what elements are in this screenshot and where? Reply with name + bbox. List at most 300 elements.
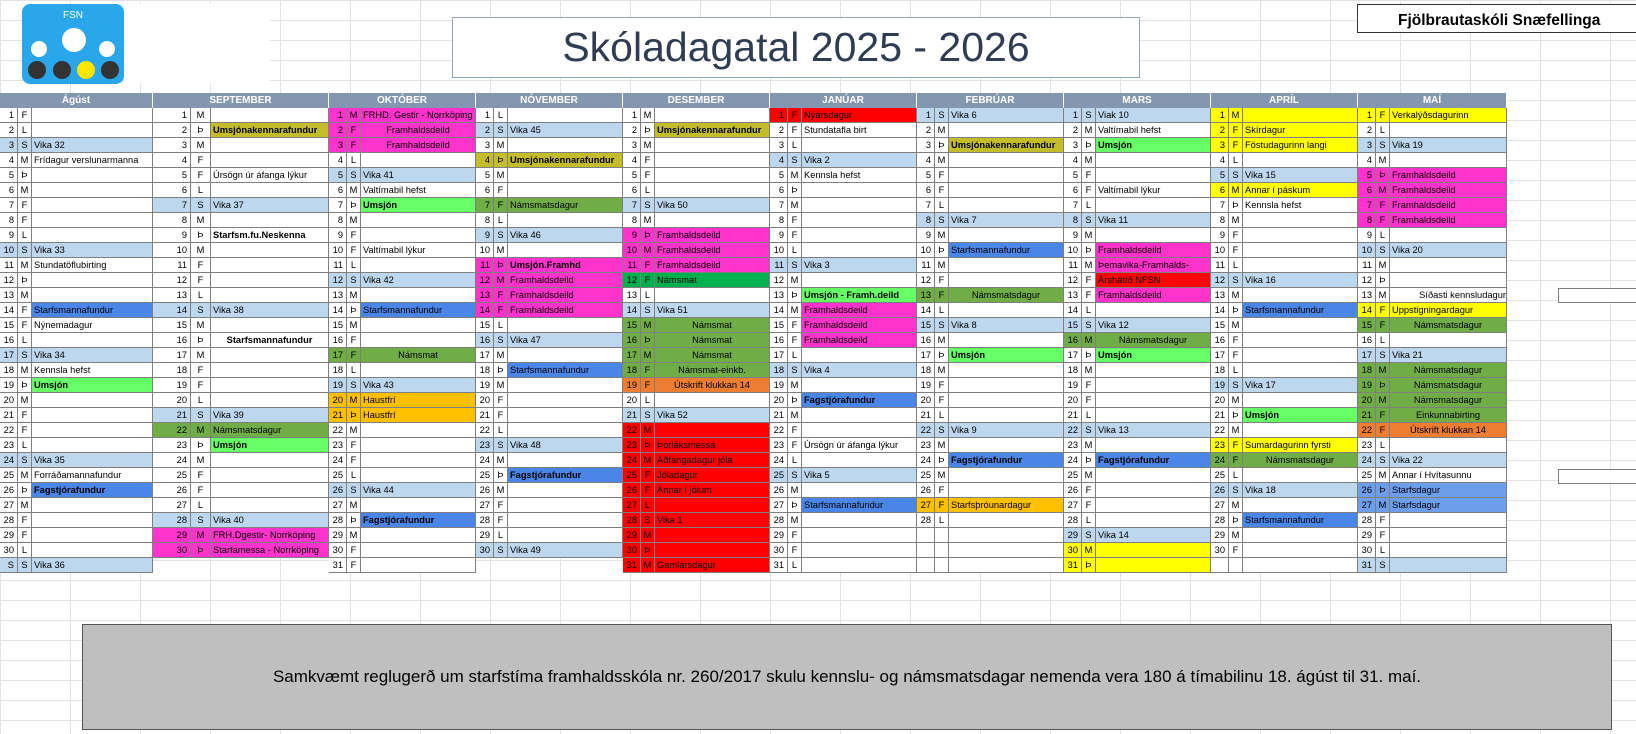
day-event[interactable]: Fagstjórafundur [1096, 453, 1211, 468]
day-number[interactable]: 25 [1211, 468, 1229, 483]
day-event[interactable] [949, 183, 1064, 198]
day-number[interactable]: 11 [0, 258, 18, 273]
day-number[interactable]: 7 [329, 198, 347, 213]
day-number[interactable]: 18 [917, 363, 935, 378]
day-event[interactable]: Vika 34 [32, 348, 153, 363]
day-number[interactable]: 10 [1358, 243, 1376, 258]
day-number[interactable]: 19 [153, 378, 191, 393]
weekday-letter[interactable]: F [1082, 483, 1096, 498]
day-event[interactable]: Starfsmannafundur [211, 333, 329, 348]
day-event[interactable] [802, 513, 917, 528]
weekday-letter[interactable]: S [494, 123, 508, 138]
day-event[interactable]: Starfsmannafundur [1243, 513, 1358, 528]
day-event[interactable]: Vika 21 [1390, 348, 1507, 363]
weekday-letter[interactable] [935, 528, 949, 543]
day-event[interactable]: Framhaldsdeild [1096, 243, 1211, 258]
day-event[interactable] [949, 468, 1064, 483]
day-number[interactable]: 18 [1358, 363, 1376, 378]
day-number[interactable]: 16 [1064, 333, 1082, 348]
day-number[interactable]: 29 [0, 528, 18, 543]
weekday-letter[interactable]: L [1376, 543, 1390, 558]
day-event[interactable]: Námsmatsdagur [1390, 318, 1507, 333]
day-number[interactable]: 9 [0, 228, 18, 243]
weekday-letter[interactable]: L [191, 288, 211, 303]
day-number[interactable]: 26 [1064, 483, 1082, 498]
day-event[interactable] [1096, 153, 1211, 168]
weekday-letter[interactable]: F [935, 498, 949, 513]
weekday-letter[interactable]: Þ [935, 243, 949, 258]
weekday-letter[interactable]: Þ [347, 303, 361, 318]
day-number[interactable]: 5 [1211, 168, 1229, 183]
day-number[interactable]: 10 [1064, 243, 1082, 258]
weekday-letter[interactable]: S [1229, 483, 1243, 498]
day-number[interactable]: 11 [329, 258, 347, 273]
day-event[interactable] [1243, 108, 1358, 123]
day-number[interactable]: 25 [623, 468, 641, 483]
day-number[interactable]: 9 [917, 228, 935, 243]
weekday-letter[interactable]: Þ [191, 228, 211, 243]
day-event[interactable]: Starfsm.fu.Neskenna [211, 228, 329, 243]
day-number[interactable]: 18 [0, 363, 18, 378]
day-event[interactable] [211, 498, 329, 513]
weekday-letter[interactable]: M [935, 258, 949, 273]
day-event[interactable]: Umsjónakennarafundur [655, 123, 770, 138]
day-number[interactable]: 4 [917, 153, 935, 168]
weekday-letter[interactable]: M [347, 498, 361, 513]
weekday-letter[interactable]: Þ [1376, 378, 1390, 393]
weekday-letter[interactable]: S [1229, 273, 1243, 288]
day-event[interactable]: Framhaldsdeild [508, 273, 623, 288]
day-number[interactable]: 14 [476, 303, 494, 318]
day-event[interactable] [508, 393, 623, 408]
weekday-letter[interactable]: M [191, 318, 211, 333]
day-event[interactable] [361, 288, 476, 303]
day-event[interactable] [1390, 123, 1507, 138]
day-event[interactable] [949, 543, 1064, 558]
weekday-letter[interactable]: Þ [191, 123, 211, 138]
day-event[interactable] [655, 108, 770, 123]
day-number[interactable]: 7 [770, 198, 788, 213]
day-number[interactable]: 10 [770, 243, 788, 258]
day-number[interactable]: 12 [917, 273, 935, 288]
weekday-letter[interactable]: Þ [641, 228, 655, 243]
day-event[interactable] [1243, 228, 1358, 243]
day-event[interactable]: Annar í jólum [655, 483, 770, 498]
day-event[interactable] [32, 528, 153, 543]
weekday-letter[interactable]: F [18, 513, 32, 528]
day-event[interactable]: Vika 50 [655, 198, 770, 213]
day-event[interactable] [211, 453, 329, 468]
weekday-letter[interactable]: S [494, 543, 508, 558]
day-number[interactable]: 20 [1064, 393, 1082, 408]
day-event[interactable] [1390, 153, 1507, 168]
weekday-letter[interactable]: M [935, 363, 949, 378]
weekday-letter[interactable]: M [1229, 108, 1243, 123]
day-number[interactable]: 16 [476, 333, 494, 348]
day-event[interactable]: Haustfrí [361, 393, 476, 408]
day-number[interactable]: 4 [770, 153, 788, 168]
day-number[interactable]: 18 [329, 363, 347, 378]
weekday-letter[interactable]: M [18, 258, 32, 273]
weekday-letter[interactable]: M [1229, 288, 1243, 303]
day-event[interactable] [508, 348, 623, 363]
weekday-letter[interactable]: F [18, 318, 32, 333]
weekday-letter[interactable]: M [1082, 258, 1096, 273]
weekday-letter[interactable]: L [347, 363, 361, 378]
day-event[interactable] [1096, 498, 1211, 513]
weekday-letter[interactable]: L [641, 288, 655, 303]
weekday-letter[interactable]: F [191, 483, 211, 498]
day-event[interactable] [1243, 213, 1358, 228]
day-event[interactable] [32, 498, 153, 513]
day-number[interactable]: 14 [1358, 303, 1376, 318]
day-number[interactable]: 28 [917, 513, 935, 528]
weekday-letter[interactable]: F [494, 183, 508, 198]
day-event[interactable]: Fagstjórafundur [32, 483, 153, 498]
weekday-letter[interactable]: M [1229, 183, 1243, 198]
weekday-letter[interactable]: F [935, 288, 949, 303]
day-number[interactable]: 11 [476, 258, 494, 273]
weekday-letter[interactable]: M [788, 378, 802, 393]
day-number[interactable]: 18 [1064, 363, 1082, 378]
day-number[interactable]: 13 [1358, 288, 1376, 303]
weekday-letter[interactable]: L [494, 528, 508, 543]
weekday-letter[interactable]: S [1376, 243, 1390, 258]
weekday-letter[interactable]: M [191, 348, 211, 363]
day-number[interactable]: 23 [770, 438, 788, 453]
day-event[interactable] [802, 483, 917, 498]
weekday-letter[interactable]: L [347, 258, 361, 273]
day-event[interactable] [1096, 438, 1211, 453]
day-event[interactable]: Starfsmannafundur [949, 243, 1064, 258]
day-event[interactable] [1096, 168, 1211, 183]
weekday-letter[interactable]: F [788, 333, 802, 348]
day-event[interactable]: Fagstjórafundur [949, 453, 1064, 468]
day-event[interactable]: Starfsmannafundur [802, 498, 917, 513]
day-number[interactable]: 11 [770, 258, 788, 273]
weekday-letter[interactable]: F [18, 528, 32, 543]
weekday-letter[interactable]: S [1082, 528, 1096, 543]
day-number[interactable]: 2 [153, 123, 191, 138]
day-number[interactable]: 6 [1211, 183, 1229, 198]
weekday-letter[interactable]: S [191, 198, 211, 213]
day-number[interactable]: 28 [1064, 513, 1082, 528]
day-event[interactable] [508, 453, 623, 468]
weekday-letter[interactable]: M [18, 363, 32, 378]
day-number[interactable]: 1 [623, 108, 641, 123]
day-number[interactable]: 20 [917, 393, 935, 408]
day-event[interactable]: Kennsla hefst [802, 168, 917, 183]
day-number[interactable]: 31 [623, 558, 641, 573]
day-number[interactable]: 29 [476, 528, 494, 543]
weekday-letter[interactable]: M [191, 213, 211, 228]
weekday-letter[interactable]: F [494, 198, 508, 213]
day-event[interactable]: Framhaldsdeild [1390, 183, 1507, 198]
day-event[interactable] [949, 333, 1064, 348]
day-event[interactable]: Starfsmannafundur [361, 303, 476, 318]
day-event[interactable] [655, 168, 770, 183]
day-event[interactable] [949, 153, 1064, 168]
weekday-letter[interactable]: F [191, 468, 211, 483]
weekday-letter[interactable]: M [494, 483, 508, 498]
weekday-letter[interactable]: F [347, 243, 361, 258]
weekday-letter[interactable]: F [18, 198, 32, 213]
day-event[interactable]: Vika 4 [802, 363, 917, 378]
weekday-letter[interactable]: L [347, 153, 361, 168]
day-event[interactable]: Umsjón [1096, 348, 1211, 363]
day-event[interactable]: Valtímabil hefst [1096, 123, 1211, 138]
weekday-letter[interactable]: M [494, 138, 508, 153]
weekday-letter[interactable]: F [347, 228, 361, 243]
weekday-letter[interactable]: Þ [788, 183, 802, 198]
day-number[interactable]: 7 [476, 198, 494, 213]
day-event[interactable] [802, 138, 917, 153]
weekday-letter[interactable]: M [18, 153, 32, 168]
weekday-letter[interactable]: S [935, 108, 949, 123]
weekday-letter[interactable]: S [18, 243, 32, 258]
day-event[interactable]: Framhaldsdeild [1096, 288, 1211, 303]
weekday-letter[interactable]: M [641, 528, 655, 543]
weekday-letter[interactable]: F [494, 498, 508, 513]
day-number[interactable]: 21 [0, 408, 18, 423]
day-event[interactable] [361, 558, 476, 573]
day-number[interactable]: 11 [623, 258, 641, 273]
weekday-letter[interactable]: L [1376, 438, 1390, 453]
weekday-letter[interactable]: M [1229, 528, 1243, 543]
day-number[interactable]: 25 [1358, 468, 1376, 483]
day-event[interactable]: Úrsögn úr áfanga lýkur [802, 438, 917, 453]
day-event[interactable]: Vika 22 [1390, 453, 1507, 468]
weekday-letter[interactable]: L [935, 303, 949, 318]
day-event[interactable]: Umsjón [1096, 138, 1211, 153]
day-number[interactable]: 4 [1211, 153, 1229, 168]
day-event[interactable]: Starfsmannafundur [1243, 303, 1358, 318]
weekday-letter[interactable]: F [191, 378, 211, 393]
day-number[interactable]: 17 [476, 348, 494, 363]
day-event[interactable]: Vika 51 [655, 303, 770, 318]
day-event[interactable]: Vika 6 [949, 108, 1064, 123]
day-number[interactable]: 22 [1211, 423, 1229, 438]
day-event[interactable] [802, 348, 917, 363]
weekday-letter[interactable]: Þ [1376, 273, 1390, 288]
day-event[interactable]: Vika 2 [802, 153, 917, 168]
day-number[interactable]: 9 [623, 228, 641, 243]
day-number[interactable]: 27 [623, 498, 641, 513]
weekday-letter[interactable]: L [935, 198, 949, 213]
weekday-letter[interactable]: M [18, 393, 32, 408]
day-event[interactable]: Starfamessa - Norrköping [211, 543, 329, 558]
day-event[interactable] [508, 528, 623, 543]
day-number[interactable]: 21 [153, 408, 191, 423]
day-event[interactable]: Vika 5 [802, 468, 917, 483]
weekday-letter[interactable]: M [494, 453, 508, 468]
day-number[interactable]: 5 [329, 168, 347, 183]
day-number[interactable] [917, 528, 935, 543]
day-event[interactable]: Vika 46 [508, 228, 623, 243]
day-number[interactable]: 12 [1211, 273, 1229, 288]
day-number[interactable]: 10 [0, 243, 18, 258]
day-number[interactable]: 16 [0, 333, 18, 348]
day-event[interactable]: Vika 45 [508, 123, 623, 138]
day-event[interactable]: FRH.Dgestir- Norrköping [211, 528, 329, 543]
day-event[interactable]: Forráðamannafundur [32, 468, 153, 483]
weekday-letter[interactable]: M [494, 348, 508, 363]
day-number[interactable]: 9 [1064, 228, 1082, 243]
weekday-letter[interactable]: Þ [1376, 483, 1390, 498]
day-event[interactable]: Vika 39 [211, 408, 329, 423]
day-event[interactable] [211, 348, 329, 363]
weekday-letter[interactable]: F [1376, 108, 1390, 123]
day-event[interactable]: Vika 44 [361, 483, 476, 498]
day-number[interactable]: 23 [1211, 438, 1229, 453]
day-event[interactable] [361, 153, 476, 168]
day-number[interactable]: 22 [623, 423, 641, 438]
day-event[interactable]: Gamlársdagur [655, 558, 770, 573]
day-event[interactable] [802, 183, 917, 198]
day-event[interactable]: Umsjón [211, 438, 329, 453]
day-event[interactable] [211, 483, 329, 498]
day-event[interactable] [1243, 468, 1358, 483]
day-event[interactable]: Vika 49 [508, 543, 623, 558]
day-number[interactable]: 8 [153, 213, 191, 228]
day-number[interactable]: 7 [1211, 198, 1229, 213]
day-number[interactable]: 15 [1064, 318, 1082, 333]
day-number[interactable]: 24 [476, 453, 494, 468]
day-number[interactable]: 3 [329, 138, 347, 153]
weekday-letter[interactable]: L [347, 468, 361, 483]
day-event[interactable] [655, 213, 770, 228]
weekday-letter[interactable]: M [788, 408, 802, 423]
day-number[interactable]: 15 [1358, 318, 1376, 333]
day-event[interactable] [1096, 378, 1211, 393]
day-event[interactable] [508, 498, 623, 513]
day-number[interactable]: 18 [153, 363, 191, 378]
weekday-letter[interactable]: M [1229, 498, 1243, 513]
day-event[interactable]: Vika 37 [211, 198, 329, 213]
day-number[interactable]: 13 [476, 288, 494, 303]
day-event[interactable]: Umsjón.Framhd [508, 258, 623, 273]
day-number[interactable]: 14 [329, 303, 347, 318]
day-event[interactable] [211, 258, 329, 273]
day-number[interactable]: 16 [1358, 333, 1376, 348]
day-event[interactable]: Vika 11 [1096, 213, 1211, 228]
weekday-letter[interactable]: L [788, 138, 802, 153]
day-number[interactable]: 4 [1064, 153, 1082, 168]
weekday-letter[interactable]: S [788, 363, 802, 378]
day-event[interactable]: Vika 7 [949, 213, 1064, 228]
day-number[interactable]: 10 [917, 243, 935, 258]
day-event[interactable]: Vika 33 [32, 243, 153, 258]
day-event[interactable] [949, 393, 1064, 408]
day-number[interactable]: 16 [1211, 333, 1229, 348]
day-number[interactable]: 29 [153, 528, 191, 543]
day-event[interactable]: Frídagur verslunarmanna [32, 153, 153, 168]
day-event[interactable]: Fagstjórafundur [802, 393, 917, 408]
weekday-letter[interactable]: M [641, 318, 655, 333]
day-number[interactable]: 24 [770, 453, 788, 468]
day-number[interactable]: 7 [0, 198, 18, 213]
day-number[interactable]: 20 [329, 393, 347, 408]
weekday-letter[interactable]: F [641, 258, 655, 273]
day-number[interactable]: 14 [623, 303, 641, 318]
day-number[interactable]: 2 [917, 123, 935, 138]
day-event[interactable] [508, 513, 623, 528]
day-number[interactable]: 4 [329, 153, 347, 168]
day-number[interactable]: 6 [1358, 183, 1376, 198]
weekday-letter[interactable]: F [788, 438, 802, 453]
weekday-letter[interactable]: Þ [1082, 243, 1096, 258]
day-event[interactable] [802, 198, 917, 213]
weekday-letter[interactable]: L [191, 393, 211, 408]
day-event[interactable]: Framhaldsdeild [802, 333, 917, 348]
day-number[interactable]: 13 [0, 288, 18, 303]
weekday-letter[interactable]: M [788, 303, 802, 318]
weekday-letter[interactable]: M [1229, 423, 1243, 438]
day-event[interactable]: Haustfrí [361, 408, 476, 423]
day-number[interactable]: 30 [1064, 543, 1082, 558]
day-number[interactable]: 25 [1064, 468, 1082, 483]
day-event[interactable] [802, 378, 917, 393]
day-event[interactable]: Námsmatsdagur [1390, 393, 1507, 408]
day-number[interactable]: 5 [1064, 168, 1082, 183]
weekday-letter[interactable]: F [18, 423, 32, 438]
day-number[interactable]: 25 [153, 468, 191, 483]
day-event[interactable] [361, 213, 476, 228]
weekday-letter[interactable]: F [191, 273, 211, 288]
day-event[interactable]: Nýnemadagur [32, 318, 153, 333]
day-event[interactable] [32, 198, 153, 213]
day-event[interactable]: Námsmatsdagur [1390, 363, 1507, 378]
day-number[interactable]: 15 [623, 318, 641, 333]
day-number[interactable]: 16 [329, 333, 347, 348]
day-number[interactable]: 13 [917, 288, 935, 303]
day-number[interactable]: 5 [917, 168, 935, 183]
day-event[interactable] [211, 468, 329, 483]
weekday-letter[interactable]: Þ [1229, 303, 1243, 318]
day-number[interactable]: 23 [0, 438, 18, 453]
day-event[interactable]: Viak 10 [1096, 108, 1211, 123]
weekday-letter[interactable]: S [641, 303, 655, 318]
day-event[interactable] [211, 183, 329, 198]
day-event[interactable]: Framhaldsdeild [508, 303, 623, 318]
day-number[interactable]: 29 [1064, 528, 1082, 543]
day-event[interactable] [211, 288, 329, 303]
day-number[interactable]: S [0, 558, 18, 573]
day-event[interactable] [1243, 153, 1358, 168]
day-number[interactable]: 9 [770, 228, 788, 243]
day-number[interactable]: 5 [1358, 168, 1376, 183]
day-number[interactable]: 30 [0, 543, 18, 558]
day-number[interactable]: 10 [623, 243, 641, 258]
weekday-letter[interactable]: L [788, 243, 802, 258]
day-number[interactable]: 13 [153, 288, 191, 303]
weekday-letter[interactable]: L [1229, 468, 1243, 483]
weekday-letter[interactable]: F [788, 123, 802, 138]
day-event[interactable] [1243, 333, 1358, 348]
weekday-letter[interactable]: F [494, 288, 508, 303]
day-number[interactable]: 6 [0, 183, 18, 198]
day-number[interactable]: 22 [329, 423, 347, 438]
weekday-letter[interactable]: M [191, 423, 211, 438]
day-number[interactable]: 14 [1064, 303, 1082, 318]
day-number[interactable]: 16 [917, 333, 935, 348]
weekday-letter[interactable]: F [494, 408, 508, 423]
day-number[interactable]: 15 [329, 318, 347, 333]
day-event[interactable] [211, 318, 329, 333]
day-event[interactable] [1390, 228, 1507, 243]
day-number[interactable]: 14 [0, 303, 18, 318]
day-event[interactable]: Vika 40 [211, 513, 329, 528]
